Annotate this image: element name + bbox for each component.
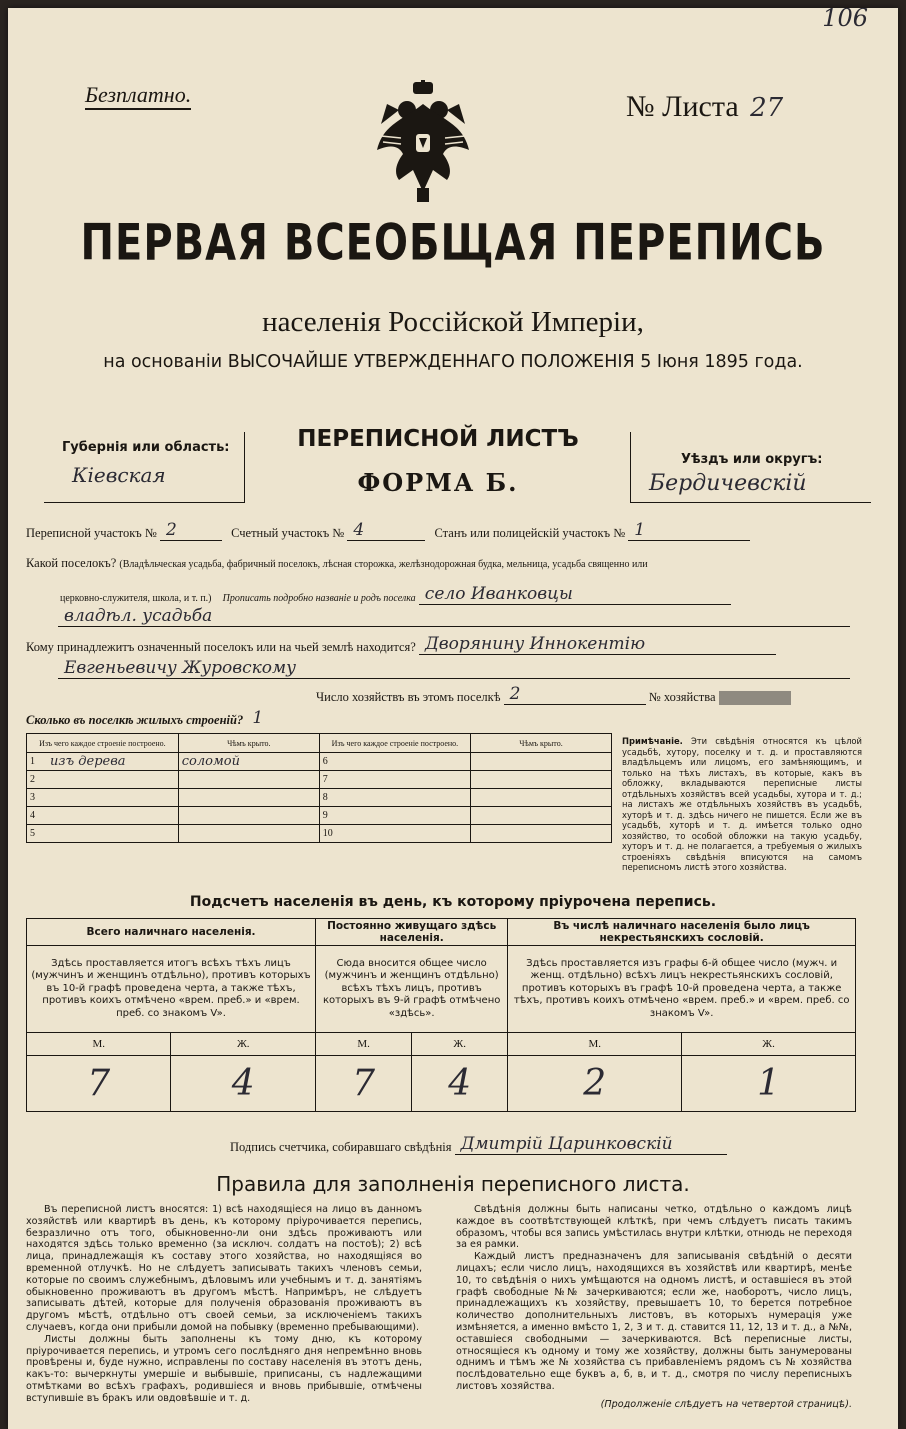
- buildings-material-header-2: Изъ чего каждое строеніе построено.: [319, 734, 470, 753]
- legal-basis: на основаніи ВЫСОЧАЙШЕ УТВЕРЖДЕННАГО ПОЛОЖЕНІЯ 5 Іюня 1895 года.: [103, 352, 803, 372]
- total-present-description: Здѣсь проставляется итогъ всѣхъ тѣхъ лицъ (мужчинъ и женщинъ отдѣльно), противъ которыхъ въ 10-й графѣ проведена черта, а также тѣхъ, противъ коихъ отмѣчено «врем. преб.» и «врем. преб. со знакомъ V».: [27, 946, 316, 1033]
- non-peasant-female: 1: [682, 1056, 856, 1112]
- table-row: 3 8: [27, 789, 612, 807]
- signature-line: [230, 1134, 727, 1155]
- household-number-label: № хозяйства: [648, 689, 716, 704]
- permanent-female: 4: [412, 1056, 508, 1112]
- settlement-line: [26, 556, 648, 571]
- sheet-number-value: 27: [750, 93, 784, 123]
- uezd-box: [630, 432, 871, 503]
- table-row: 4 9: [27, 807, 612, 825]
- settlement-hint-2: церковно-служителя, школа, и т. п.): [60, 593, 212, 604]
- settlement-value-2: владѣл. усадьба: [58, 606, 850, 627]
- non-peasant-male: 2: [508, 1056, 682, 1112]
- permanent-residents-description: Сюда вносится общее число (мужчинъ и женщинъ отдѣльно) всѣхъ тѣхъ лицъ, противъ которыхъ въ 9-й графѣ отмѣчено «здѣсь».: [316, 946, 508, 1033]
- table-row: 2 7: [27, 771, 612, 789]
- permanent-residents-header: Постоянно живущаго здѣсь населенія.: [316, 919, 508, 946]
- census-form-page: [8, 8, 898, 1429]
- buildings-note-head: Примѣчаніе.: [622, 736, 683, 746]
- settlement-line-3: [58, 606, 850, 627]
- female-label: Ж.: [412, 1033, 508, 1056]
- male-label: М.: [316, 1033, 412, 1056]
- double-headed-eagle-emblem-icon: [373, 80, 473, 204]
- settlement-value-1: село Иванковцы: [419, 584, 731, 605]
- owner-value-1: Дворянину Иннокентію: [419, 634, 776, 655]
- census-district-value: 2: [160, 520, 222, 541]
- census-district-label: Переписной участокъ №: [26, 526, 157, 540]
- total-present-male: 7: [27, 1056, 171, 1112]
- document-title: ПЕРВАЯ ВСЕОБЩАЯ ПЕРЕПИСЬ: [80, 214, 826, 272]
- table-row: 1 изъ дерева соломой 6: [27, 753, 612, 771]
- households-value: 2: [504, 684, 646, 705]
- owner-line: [26, 634, 776, 655]
- sheet-number-label: № Листа: [626, 90, 739, 123]
- free-label: Безплатно.: [85, 82, 192, 107]
- total-present-header: Всего наличнаго населенія.: [27, 919, 316, 946]
- uezd-value: Бердичевскій: [649, 471, 807, 496]
- buildings-material-header: Изъ чего каждое строеніе построено.: [27, 734, 179, 753]
- document-subtitle: населенія Россійской Имперіи,: [262, 306, 644, 338]
- form-title: ПЕРЕПИСНОЙ ЛИСТЪ: [297, 426, 579, 452]
- sheet-number: [626, 90, 783, 124]
- non-peasant-header: Въ числѣ наличнаго населенія было лицъ некрестьянскихъ сословій.: [508, 919, 856, 946]
- guberniya-value: Кіевская: [72, 463, 166, 487]
- male-label: М.: [27, 1033, 171, 1056]
- buildings-table: [26, 733, 612, 843]
- count-district-value: 4: [347, 520, 425, 541]
- buildings-value: 1: [252, 708, 264, 728]
- rules-left-column: [26, 1204, 422, 1405]
- signature-label: Подпись счетчика, собиравшаго свѣдѣнія: [230, 1140, 452, 1154]
- settlement-hint: (Владѣльческая усадьба, фабричный поселокъ, лѣсная сторожка, желѣзнодорожная будка, мельница, усадьба священно или: [119, 559, 648, 570]
- rules-paragraph: Каждый листъ предназначенъ для записыванія свѣдѣній о десяти лицахъ; если число лицъ, находящихся въ хозяйствѣ или квартирѣ, менѣе 10, то свѣдѣнія о нихъ умѣщаются на одномъ листѣ, и оставшіеся въ этой графѣ свободные №№ зачеркиваются; если же, наоборотъ, число лицъ, принадлежащихъ къ хозяйству, превышаетъ 10, то берется потребное количество дополнительныхъ листовъ, въ которыхъ нумерація уже измѣняется, а именно вмѣсто 1, 2, 3 и т. д. ставится 11, 12, 13 и т. д., а №№, оставшіеся свободными — зачеркиваются. Всѣ переписные листы, относящіеся къ одному и тому же хозяйству, должны быть занумерованы однимъ и тѣмъ же № хозяйства съ прибавленіемъ рядомъ съ № хозяйства послѣдовательно еще буквъ а, б, в, и т. д., смотря по числу переписныхъ листовъ хозяйства.: [456, 1251, 852, 1392]
- rules-paragraph: Свѣдѣнія должны быть написаны четко, отдѣльно о каждомъ лицѣ каждое въ соотвѣтствующей клѣткѣ, при чемъ слѣдуетъ писать такимъ образомъ, чтобы вся запись умѣстилась внутри клѣтки, отнюдь не переходя за ея рамки.: [456, 1204, 852, 1251]
- settlement-label: Какой поселокъ?: [26, 556, 117, 570]
- guberniya-box: [44, 432, 245, 503]
- household-number-blank: [719, 691, 791, 705]
- households-line: [316, 684, 791, 705]
- total-present-female: 4: [171, 1056, 316, 1112]
- rules-paragraph: Листы должны быть заполнены къ тому дню, къ которому пріурочивается перепись, и утромъ сего послѣдняго дня непремѣнно вновь провѣрены и, буде нужно, исправлены по составу населенія въ этотъ день, какъ-то: вычеркнуты умершіе и выбывшіе, приписаны, съ надлежащими отмѣтками во всѣхъ графахъ, родившіеся и вновь прибывшіе, отмѣчены вступившіе въ бракъ или овдовѣвшіе и т. д.: [26, 1333, 422, 1404]
- female-label: Ж.: [682, 1033, 856, 1056]
- rules-continued: (Продолженіе слѣдуетъ на четвертой страницѣ).: [600, 1398, 852, 1410]
- rules-title: Правила для заполненія переписного листа.: [216, 1172, 690, 1196]
- buildings-roof-header: Чѣмъ крыто.: [178, 734, 319, 753]
- summary-title: Подсчетъ населенія въ день, къ которому пріурочена перепись.: [189, 894, 717, 910]
- settlement-line-2: [60, 584, 731, 605]
- buildings-note-text: Эти свѣдѣнія относятся къ цѣлой усадьбѣ, хутору, поселку и т. д. и проставляются владѣльцемъ или лицомъ, его замѣняющимъ, и только на тѣхъ листахъ, въ которые, какъ въ обложку, вкладываются переписные листы отдѣльныхъ хозяйствъ всей усадьбы, хутора и т. д.; на листахъ же отдѣльныхъ хозяйствъ въ усадьбѣ, хуторѣ и т. д. здѣсь ничего не пишется. Если же въ усадьбѣ, хуторѣ и т. д. имѣется только одно хозяйство, то особой обложки на такую усадьбу, хуторъ и т. д. не полагается, а требуемыя о жилыхъ строеніяхъ свѣдѣнія вписуются на самомъ переписномъ листѣ этого хозяйства.: [622, 736, 862, 872]
- permanent-male: 7: [316, 1056, 412, 1112]
- owner-label: Кому принадлежитъ означенный поселокъ или на чьей землѣ находится?: [26, 640, 416, 654]
- households-label: Число хозяйствъ въ этомъ поселкѣ: [316, 689, 501, 704]
- buildings-roof-header-2: Чѣмъ крыто.: [471, 734, 612, 753]
- settlement-instruction: Прописать подробно названіе и родъ поселка: [222, 593, 416, 604]
- form-subtitle: ФОРМА Б.: [357, 468, 519, 497]
- uezd-label: Уѣздъ или округъ:: [681, 452, 823, 467]
- police-district-label: Станъ или полицейскій участокъ №: [434, 526, 626, 540]
- population-summary-table: [26, 918, 856, 1112]
- owner-line-2: [58, 658, 850, 679]
- signature-value: Дмитрій Царинковскій: [455, 1134, 727, 1155]
- male-label: М.: [508, 1033, 682, 1056]
- archive-page-number: 106: [822, 8, 868, 32]
- districts-line: [26, 520, 750, 541]
- buildings-note: [622, 736, 862, 873]
- guberniya-label: Губернія или область:: [62, 440, 230, 455]
- rules-right-column: [456, 1204, 852, 1411]
- female-label: Ж.: [171, 1033, 316, 1056]
- table-row: 5 10: [27, 825, 612, 843]
- buildings-label: Сколько въ поселкѣ жилыхъ строеній?: [26, 713, 244, 727]
- police-district-value: 1: [628, 520, 750, 541]
- non-peasant-description: Здѣсь проставляется изъ графы 6-й общее число (мужч. и женщ. отдѣльно) всѣхъ лицъ некрестьянскихъ сословій, противъ которыхъ въ графѣ 10-й проведена черта, а также тѣхъ, противъ коихъ отмѣчено «врем. преб.» и «врем. преб. со знакомъ V».: [508, 946, 856, 1033]
- owner-value-2: Евгеньевичу Журовскому: [58, 658, 850, 679]
- count-district-label: Счетный участокъ №: [231, 526, 345, 540]
- rules-paragraph: Въ переписной листъ вносятся: 1) всѣ находящіеся на лицо въ данномъ хозяйствѣ или квартирѣ въ день, къ которому пріурочивается перепись, безразлично отъ того, обыкновенно-ли они здѣсь проживаютъ или находятся здѣсь только временно (за исключ. солдатъ на постоѣ); 2) всѣ лица, принадлежащія къ составу этого хозяйства, но находящіяся во временной отлучкѣ. Но не слѣдуетъ записывать такихъ членовъ семьи, которые по своимъ служебнымъ, дѣловымъ или учебнымъ и т. д. занятіямъ обыкновенно проживаютъ въ другомъ мѣстѣ. Напримѣръ, не слѣдуетъ записывать дѣтей, которые для полученія образованія проживаютъ въ другомъ мѣстѣ, отдѣльно отъ своей семьи, за исключеніемъ такихъ случаевъ, когда они прибыли домой на побывку (временно пребывающими).: [26, 1204, 422, 1333]
- buildings-line: [26, 708, 338, 728]
